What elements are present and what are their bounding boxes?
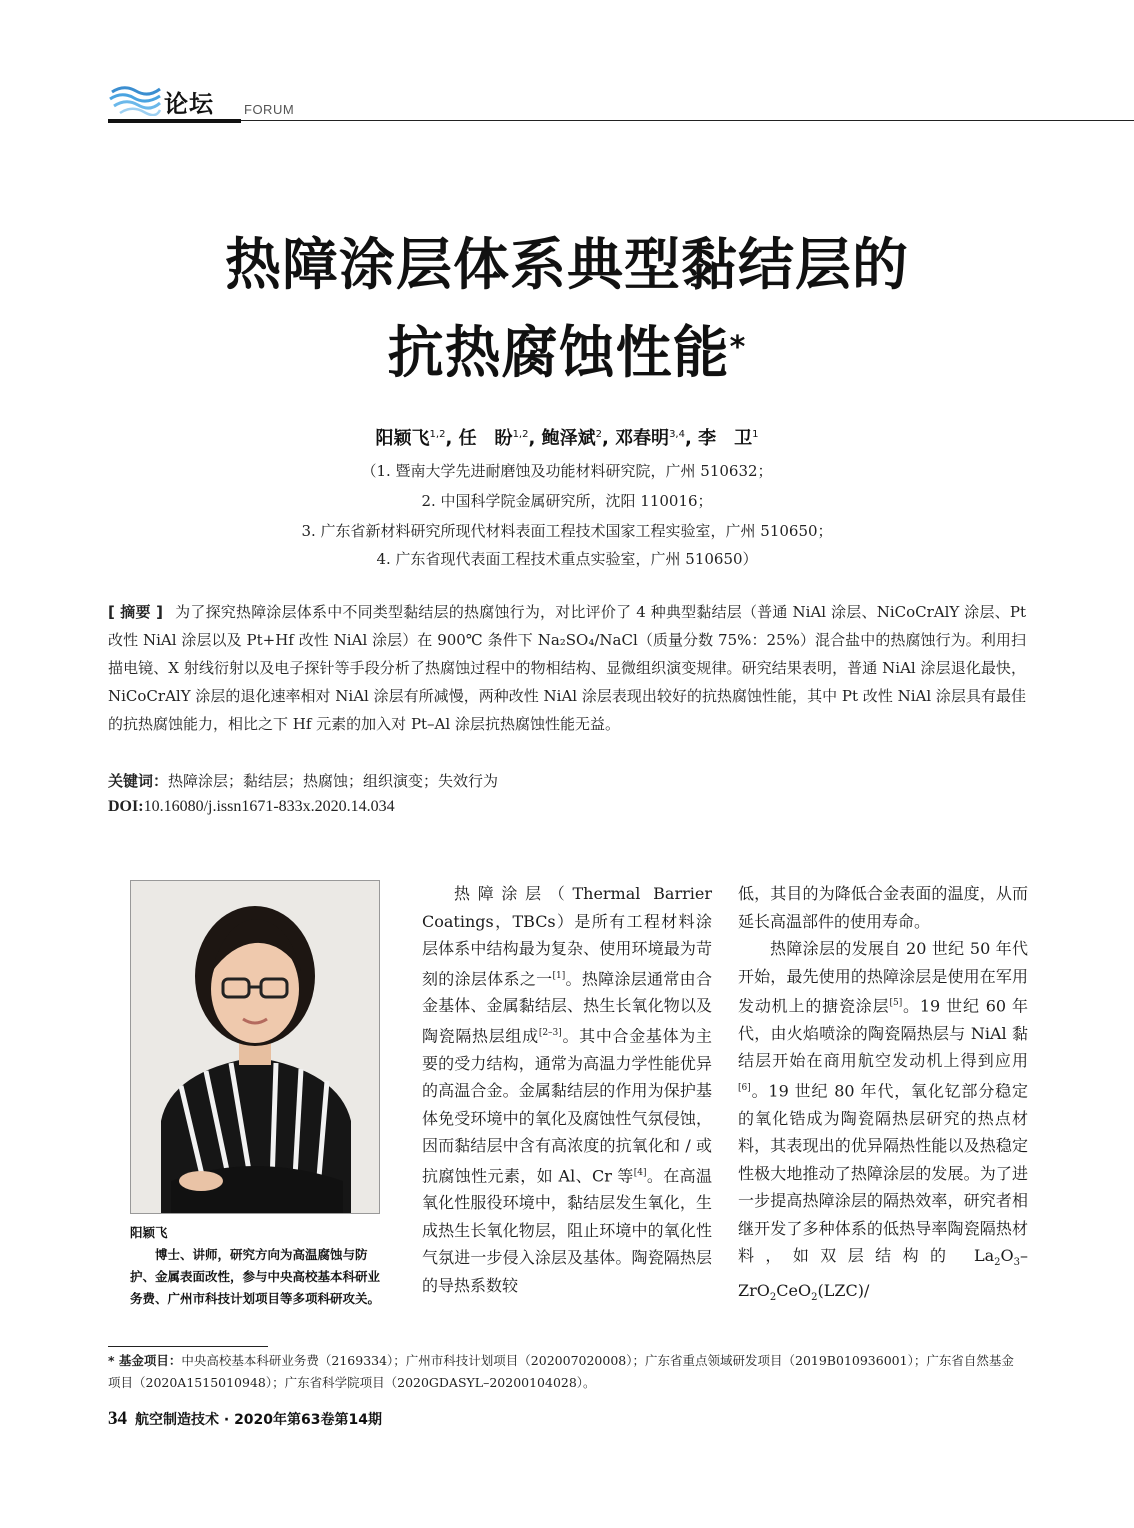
- author-affiliation: 3,4: [669, 429, 685, 440]
- page-footer: [108, 1408, 382, 1430]
- author-photo: [130, 880, 380, 1214]
- author: 鲍泽斌: [541, 428, 596, 449]
- title-line-1: 热障涂层体系典型黏结层的: [225, 233, 909, 298]
- caption-name: 阳颖飞: [130, 1225, 168, 1240]
- author: 邓春明: [615, 428, 670, 449]
- affiliation-line: （1. 暨南大学先进耐磨蚀及功能材料研究院，广州 510632；: [361, 462, 773, 480]
- author: 李 卫: [698, 428, 753, 449]
- footnote-divider: [108, 1346, 268, 1347]
- wave-logo-icon: [108, 82, 164, 116]
- abstract-label: [ 摘要 ]: [108, 603, 163, 621]
- caption-bio: 博士、讲师，研究方向为高温腐蚀与防护、金属表面改性，参与中央高校基本科研业务费、广州市科技计划项目等多项科研攻关。: [130, 1247, 381, 1306]
- body-column-2: [738, 880, 1028, 1312]
- footnote-label: * 基金项目：: [108, 1353, 182, 1368]
- body-column-1: [422, 880, 712, 1299]
- abstract: [108, 598, 1026, 738]
- footnote-text: 中央高校基本科研业务费（2169334）；广州市科技计划项目（202007020008）；广东省重点领域研发项目（2019B010936001）；广东省自然基金项目（2020A1515010948）；广东省科学院项目（2020GDASYL–20200104028）。: [108, 1353, 1014, 1390]
- body-paragraph: 热障涂层（Thermal Barrier Coatings，TBCs）是所有工程材料涂层体系中结构最为复杂、使用环境最为苛刻的涂层体系之一[1]。热障涂层通常由合金基体、金属黏结层、热生长氧化物以及陶瓷隔热层组成[2–3]。其中合金基体为主要的受力结构，通常为高温力学性能优异的高温合金。金属黏结层的作用为保护基体免受环境中的氧化及腐蚀性气氛侵蚀，因而黏结层中含有高浓度的抗氧化和 / 或抗腐蚀性元素，如 Al、Cr 等[4]。在高温氧化性服役环境中，黏结层发生氧化，生成热生长氧化物层，阻止环境中的氧化性气氛进一步侵入涂层及基体。陶瓷隔热层的导热系数较: [422, 884, 712, 1295]
- keywords-label: 关键词：: [108, 772, 169, 790]
- doi-label: DOI:: [108, 798, 144, 815]
- keywords: [108, 770, 1026, 791]
- funding-footnote: [108, 1350, 1026, 1394]
- doi: [108, 798, 395, 816]
- section-title: 论坛: [164, 89, 214, 118]
- author: 任 盼: [458, 428, 513, 449]
- author-affiliation: 1,2: [512, 429, 529, 440]
- keywords-text: 热障涂层；黏结层；热腐蚀；组织演变；失效行为: [168, 772, 499, 790]
- title-line-2: 抗热腐蚀性能*: [387, 321, 747, 386]
- header-rule-thick: [108, 119, 241, 123]
- author-affiliation: 1,2: [429, 429, 446, 440]
- abstract-text: 为了探究热障涂层体系中不同类型黏结层的热腐蚀行为，对比评价了 4 种典型黏结层（普通 NiAl 涂层、NiCoCrAlY 涂层、Pt 改性 NiAl 涂层以及 Pt+Hf 改性 NiAl 涂层）在 900℃ 条件下 Na₂SO₄/NaCl（质量分数 75%：25%）混合盐中的热腐蚀行为。利用扫描电镜、X 射线衍射以及电子探针等手段分析了热腐蚀过程中的物相结构、显微组织演变规律。研究结果表明，普通 NiAl 涂层退化最快，NiCoCrAlY 涂层的退化速率相对 NiAl 涂层有所减慢，两种改性 NiAl 涂层表现出较好的抗热腐蚀性能，其中 Pt 改性 NiAl 涂层具有最佳的抗热腐蚀能力，相比之下 Hf 元素的加入对 Pt–Al 涂层抗热腐蚀性能无益。: [108, 603, 1026, 733]
- doi-text: 10.16080/j.issn1671-833x.2020.14.034: [143, 798, 395, 815]
- body-paragraph: 低，其目的为降低合金表面的温度，从而延长高温部件的使用寿命。: [738, 884, 1028, 931]
- page-number: 34: [108, 1408, 127, 1429]
- author-affiliation: 1: [752, 429, 759, 440]
- author: 阳颖飞: [375, 428, 430, 449]
- affiliation-line: 3. 广东省新材料研究所现代材料表面工程技术国家工程实验室，广州 510650；: [301, 522, 833, 540]
- author-list: 阳颖飞$^{1,2}$, 任 盼$^{1,2}$, 鲍泽斌$^2$, 邓春明$^{3,4}$, 李 卫$^1$: [375, 428, 759, 449]
- photo-caption: [130, 1222, 380, 1310]
- header-rule-thin: [241, 120, 1134, 121]
- title-footnote-marker: *: [729, 330, 747, 365]
- portrait-illustration: [131, 881, 379, 1213]
- author-affiliation: 2: [595, 429, 602, 440]
- affiliation-line: 2. 中国科学院金属研究所，沈阳 110016；: [421, 492, 713, 510]
- journal-name: 航空制造技术 · 2020年第63卷第14期: [135, 1412, 382, 1428]
- article-title: [0, 222, 1134, 398]
- section-header: [108, 78, 1134, 124]
- affiliation-line: 4. 广东省现代表面工程技术重点实验室，广州 510650）: [376, 550, 758, 568]
- body-paragraph: 热障涂层的发展自 20 世纪 50 年代开始，最先使用的热障涂层是使用在军用发动机上的搪瓷涂层[5]。19 世纪 60 年代，由火焰喷涂的陶瓷隔热层与 NiAl 黏结层开始在商用航空发动机上得到应用[6]。19 世纪 80 年代，氧化钇部分稳定的氧化锆成为陶瓷隔热层研究的热点材料，其表现出的优异隔热性能以及热稳定性极大地推动了热障涂层的发展。为了进一步提高热障涂层的隔热效率，研究者相继开发了多种体系的低热导率陶瓷隔热材料，如双层结构的 $La_2O_3-ZrO_2CeO_2(LZC)/$: [738, 939, 1028, 1304]
- section-title-en: FORUM: [244, 102, 295, 117]
